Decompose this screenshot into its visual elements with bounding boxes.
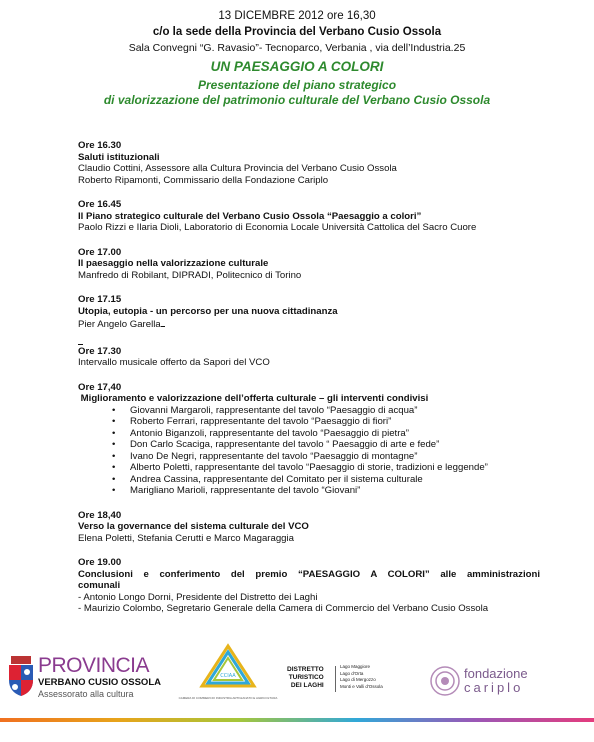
session-1740	[78, 382, 540, 497]
provincia-crest-icon	[8, 656, 34, 696]
speaker-line: Intervallo musicale offerto da Sapori del VCO	[78, 357, 270, 368]
distretto-logo	[287, 666, 407, 706]
subtitle	[0, 78, 594, 108]
cariplo-line-2: cariplo	[464, 680, 524, 695]
speaker-line: - Antonio Longo Dorni, Presidente del Distretto dei Laghi	[78, 591, 318, 603]
session-title-line-2: comunali	[78, 580, 121, 591]
provincia-name: PROVINCIA	[38, 654, 150, 677]
lake-name: Lago Maggiore	[340, 664, 371, 669]
session-time: Ore 17.00	[78, 246, 122, 258]
session-time: Ore 19.00	[78, 557, 122, 568]
distretto-lakes	[340, 664, 383, 690]
underline-mark	[161, 317, 165, 327]
speaker-line: Claudio Cottini, Assessore alla Cultura Provincia del Verbano Cusio Ossola	[78, 163, 397, 174]
session-title: Saluti istituzionali	[78, 151, 160, 163]
ccia-logo	[178, 642, 278, 712]
provincia-region: VERBANO CUSIO OSSOLA	[38, 677, 161, 688]
provincia-logo	[8, 654, 168, 704]
speaker-name: Pier Angelo Garella	[78, 319, 161, 330]
session-1840	[78, 510, 540, 545]
lake-name: Lago d'Orta	[340, 670, 364, 676]
speaker-line: - Maurizio Colombo, Segretario Generale della Camera di Commercio del Verbano Cusio Ossola	[78, 603, 489, 614]
session-time: Ore 17.15	[78, 294, 122, 305]
distretto-line-2: TURISTICO	[288, 674, 324, 681]
event-room: Sala Convegni “G. Ravasio”- Tecnoparco, Verbania , via dell’Industria.25	[128, 42, 466, 54]
session-title: Utopia, eutopia - un percorso per una nuova cittadinanza	[78, 305, 338, 317]
speaker-line: Elena Poletti, Stefania Cerutti e Marco Magaraggia	[78, 532, 294, 544]
speaker-line: Paolo Rizzi e Ilaria Dioli, Laboratorio di Economia Locale Università Cattolica del Sacro Cuore	[78, 222, 477, 233]
session-1700	[78, 247, 540, 282]
ccia-triangle-icon	[198, 642, 258, 690]
cariplo-logo	[430, 666, 580, 702]
ccia-caption: CAMERA DI COMMERCIO INDUSTRIA ARTIGIANATO E AGRICOLTURA	[178, 696, 278, 700]
distretto-line-1: DISTRETTO	[287, 666, 324, 673]
main-title: UN PAESAGGIO A COLORI	[210, 59, 384, 74]
cariplo-line-1: fondazione	[464, 666, 528, 681]
list-item: • Don Carlo Scaciga, rappresentante del tavolo “ Paesaggio di arte e fede”	[112, 439, 540, 451]
list-item: • Ivano De Negri, rappresentante del tavolo “Paesaggio di montagne”	[112, 451, 540, 463]
event-venue: c/o la sede della Provincia del Verbano Cusio Ossola	[152, 26, 442, 38]
session-title: Il Piano strategico culturale del Verbano Cusio Ossola “Paesaggio a colori”	[78, 210, 422, 222]
speaker-list	[78, 405, 540, 497]
speaker-line: Roberto Ripamonti, Commissario della Fondazione Cariplo	[78, 174, 329, 186]
session-1630	[78, 140, 540, 186]
session-1730	[78, 342, 540, 369]
lake-name: Lago di Mergozzo	[340, 677, 376, 682]
speaker-line: Manfredo di Robilant, DIPRADI, Politecnico di Torino	[78, 269, 302, 281]
distretto-divider	[335, 666, 336, 692]
session-1900	[78, 557, 540, 615]
sponsor-logos	[0, 640, 594, 720]
session-1715	[78, 294, 540, 331]
session-time: Ore 18,40	[78, 509, 122, 521]
programme	[78, 140, 540, 628]
session-title: Il paesaggio nella valorizzazione culturale	[78, 258, 269, 269]
list-item: • Marigliano Marioli, rappresentante del tavolo “Giovani”	[112, 485, 540, 497]
list-item: • Andrea Cassina, rappresentante del Comitato per il sistema culturale	[112, 474, 540, 486]
session-title: Miglioramento e valorizzazione dell’offerta culturale – gli interventi condivisi	[78, 393, 429, 404]
list-item: • Roberto Ferrari, rappresentante del tavolo “Paesaggio di fiori”	[112, 416, 540, 428]
ccia-mark: CCIAA	[220, 673, 236, 679]
list-item: • Alberto Poletti, rappresentante del tavolo “Paesaggio di storie, tradizioni e leggende”	[112, 462, 540, 474]
distretto-text	[287, 666, 324, 690]
session-1645	[78, 199, 540, 234]
session-time: Ore 17,40	[78, 381, 122, 393]
list-item: • Antonio Biganzoli, rappresentante del tavolo “Paesaggio di pietra”	[112, 428, 540, 440]
speaker-line	[78, 317, 540, 331]
rainbow-footer-bar	[0, 718, 594, 722]
subtitle-line-2: di valorizzazione del patrimonio culturale del Verbano Cusio Ossola	[103, 93, 491, 107]
list-item: • Giovanni Margaroli, rappresentante del tavolo “Paesaggio di acqua”	[112, 405, 540, 417]
cariplo-rosette-icon	[430, 666, 460, 696]
session-title: Verso la governance del sistema culturale del VCO	[78, 521, 309, 532]
subtitle-line-1: Presentazione del piano strategico	[197, 78, 397, 92]
provincia-dept: Assessorato alla cultura	[38, 689, 134, 699]
lake-name: Monti e Valli d'Ossola	[340, 683, 383, 689]
session-time: Ore 17.30	[78, 345, 122, 357]
session-time: Ore 16.45	[78, 199, 122, 210]
session-time: Ore 16.30	[78, 140, 122, 151]
event-date: 13 DICEMBRE 2012 ore 16,30	[218, 10, 376, 22]
distretto-line-3: DEI LAGHI	[290, 682, 324, 689]
underline-mark	[78, 342, 83, 345]
session-title-line-1: Conclusioni e conferimento del premio “PAESAGGIO A COLORI” alle amministrazioni	[78, 568, 540, 580]
